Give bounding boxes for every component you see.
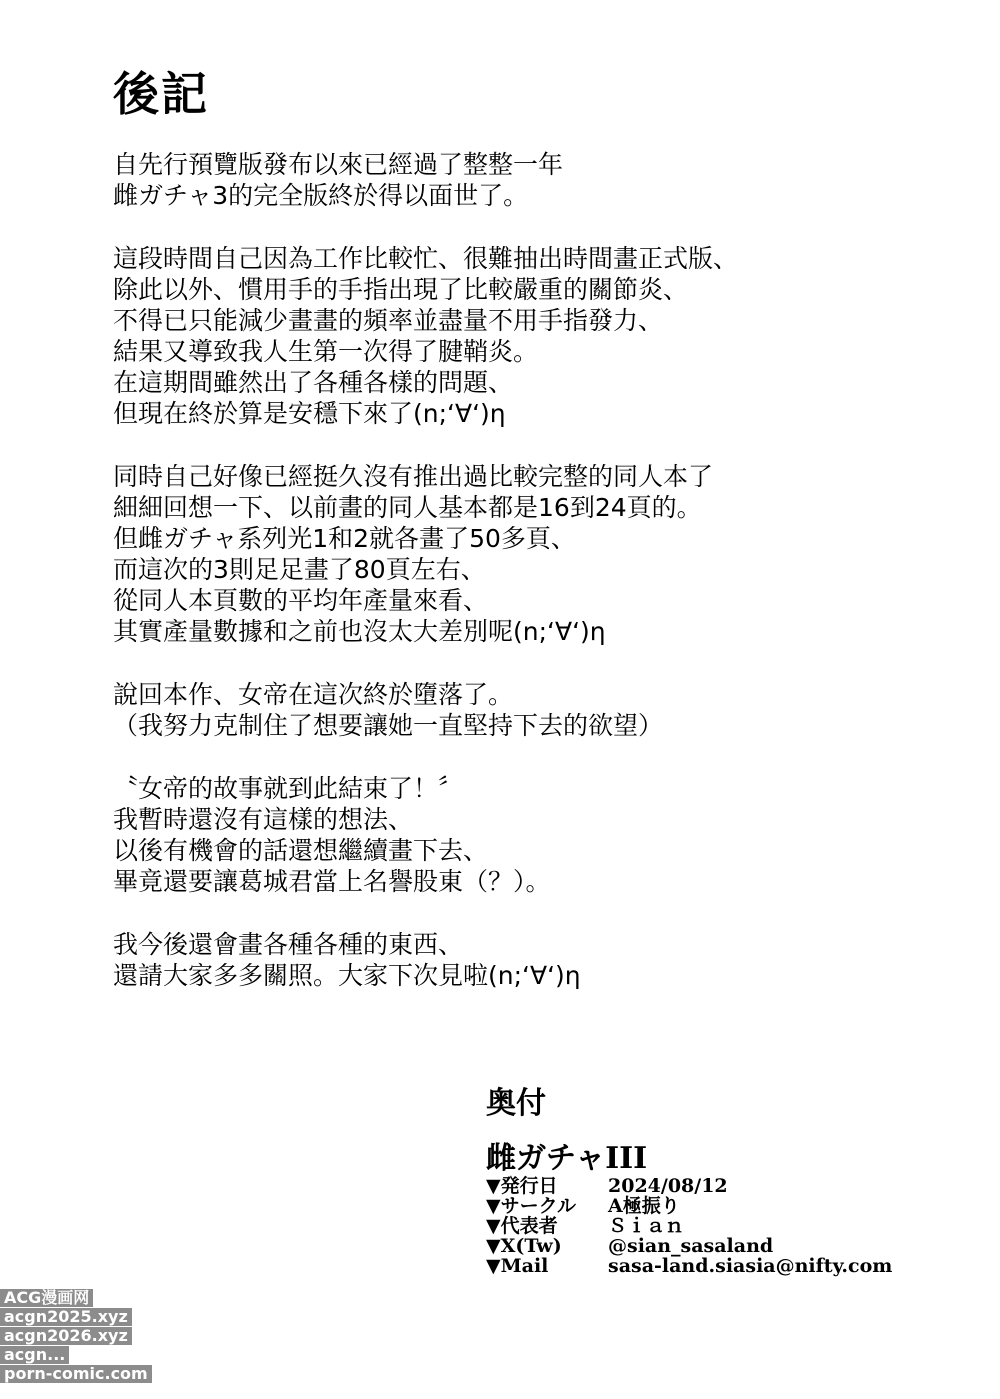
text-line: 以後有機會的話還想繼續畫下去、 xyxy=(113,836,489,865)
info-row-publish-date xyxy=(486,1176,956,1196)
text-line: 細細回想一下、以前畫的同人基本都是16到24頁的。 xyxy=(113,493,702,522)
info-label: ▼発行日 xyxy=(486,1175,558,1197)
text-line: 但雌ガチャ系列光1和2就各畫了50多頁、 xyxy=(113,524,576,553)
text-line: 我今後還會畫各種各種的東西、 xyxy=(113,930,464,959)
text-line: 結果又導致我人生第一次得了腱鞘炎。 xyxy=(113,337,539,366)
info-label: ▼Mail xyxy=(486,1255,549,1277)
colophon xyxy=(486,1086,956,1276)
watermark xyxy=(0,1289,150,1384)
info-label: ▼サークル xyxy=(486,1195,577,1217)
paragraph-3 xyxy=(113,461,893,647)
paragraph-4 xyxy=(113,679,893,741)
text-line: 而這次的3則足足畫了80頁左右、 xyxy=(113,555,486,584)
info-value: @sian_sasaland xyxy=(608,1235,774,1257)
text-line: 〝女帝的故事就到此結束了！〞 xyxy=(113,774,464,803)
text-line: 自先行預覽版發布以來已經過了整整一年 xyxy=(113,150,564,179)
page-title: 後記 xyxy=(113,67,209,121)
watermark-line: acgn... xyxy=(0,1346,69,1364)
info-value: sasa-land.siasia@nifty.com xyxy=(608,1255,893,1277)
text-line: 說回本作、女帝在這次終於墮落了。 xyxy=(113,680,514,709)
paragraph-1 xyxy=(113,149,893,211)
watermark-line: ACG漫画网 xyxy=(0,1289,93,1307)
text-line: 在這期間雖然出了各種各樣的問題、 xyxy=(113,368,514,397)
text-line: 除此以外、慣用手的手指出現了比較嚴重的關節炎、 xyxy=(113,275,689,304)
text-line: 不得已只能減少畫畫的頻率並盡量不用手指發力、 xyxy=(113,306,664,335)
text-line: 同時自己好像已經挺久沒有推出過比較完整的同人本了 xyxy=(113,462,714,491)
watermark-line: acgn2025.xyz xyxy=(0,1308,132,1326)
text-line: 畢竟還要讓葛城君當上名譽股東（？）。 xyxy=(113,867,551,896)
info-row-x-twitter xyxy=(486,1236,956,1256)
text-line: 其實產量數據和之前也沒太大差別呢(n;‘∀‘)η xyxy=(113,617,606,646)
info-row-mail xyxy=(486,1256,956,1276)
info-row-representative xyxy=(486,1216,956,1236)
info-row-circle xyxy=(486,1196,956,1216)
info-label: ▼代表者 xyxy=(486,1215,558,1237)
watermark-line: porn-comic.com xyxy=(0,1365,152,1383)
info-label: ▼X(Tw) xyxy=(486,1235,562,1257)
text-line: 雌ガチャ3的完全版終於得以面世了。 xyxy=(113,181,529,210)
colophon-heading: 奥付 xyxy=(486,1086,546,1121)
info-value: Ｓｉａｎ xyxy=(608,1215,685,1237)
watermark-line: acgn2026.xyz xyxy=(0,1327,132,1345)
text-line: 這段時間自己因為工作比較忙、很難抽出時間畫正式版、 xyxy=(113,244,739,273)
text-line: （我努力克制住了想要讓她一直堅持下去的欲望） xyxy=(113,711,664,740)
book-title: 雌ガチャIII xyxy=(486,1141,648,1176)
info-value: 2024/08/12 xyxy=(608,1175,728,1197)
text-line: 但現在終於算是安穩下來了(n;‘∀‘)η xyxy=(113,399,506,428)
text-line: 從同人本頁數的平均年產量來看、 xyxy=(113,586,489,615)
text-line: 還請大家多多關照。大家下次見啦(n;‘∀‘)η xyxy=(113,961,581,990)
paragraph-6 xyxy=(113,929,893,991)
paragraph-5 xyxy=(113,773,893,897)
info-value: A極振り xyxy=(608,1195,680,1217)
afterword-body xyxy=(113,149,893,1023)
paragraph-2 xyxy=(113,243,893,429)
text-line: 我暫時還沒有這樣的想法、 xyxy=(113,805,414,834)
